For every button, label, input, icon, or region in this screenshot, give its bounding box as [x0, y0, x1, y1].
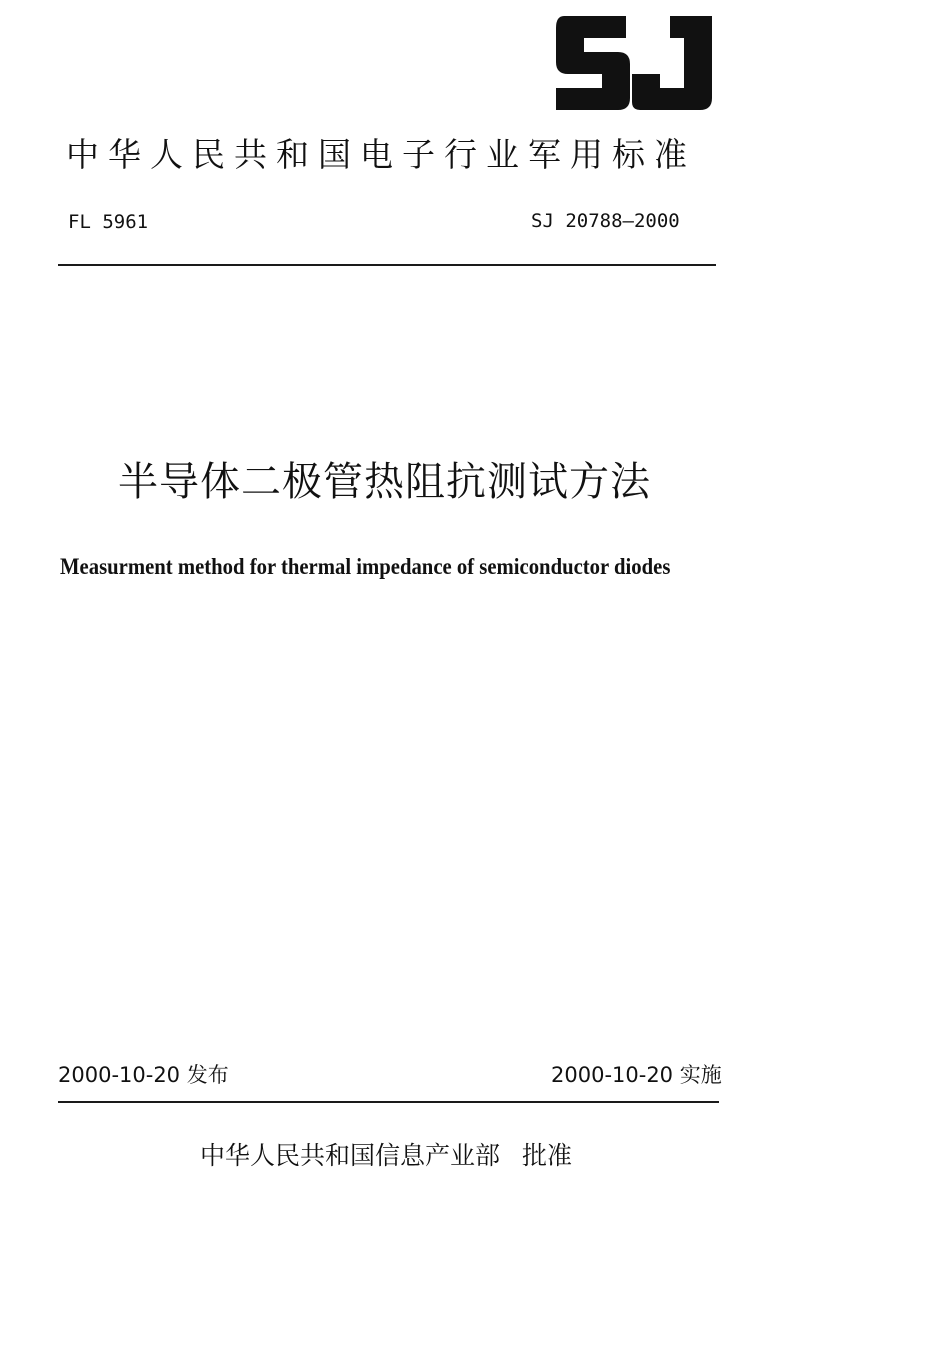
document-title-english: Measurment method for thermal impedance of semiconductor diodes — [60, 554, 671, 579]
approval-label: 批准 — [522, 1141, 573, 1170]
header-divider — [58, 264, 716, 266]
standard-number: SJ 20788—2000 — [531, 210, 680, 232]
sj-logo-letter-j — [632, 16, 712, 110]
effective-date: 2000-10-20 实施 — [551, 1063, 722, 1087]
classification-code: FL 5961 — [68, 211, 149, 233]
footer-divider — [58, 1101, 719, 1103]
approval-line — [200, 1143, 572, 1168]
issue-date: 2000-10-20 发布 — [58, 1063, 229, 1087]
sj-logo — [556, 16, 714, 110]
approving-body: 中华人民共和国信息产业部 — [200, 1141, 501, 1170]
standard-category-title: 中华人民共和国电子行业军用标准 — [66, 135, 696, 174]
sj-logo-letter-s — [556, 16, 630, 110]
document-title-chinese: 半导体二极管热阻抗测试方法 — [118, 459, 651, 505]
